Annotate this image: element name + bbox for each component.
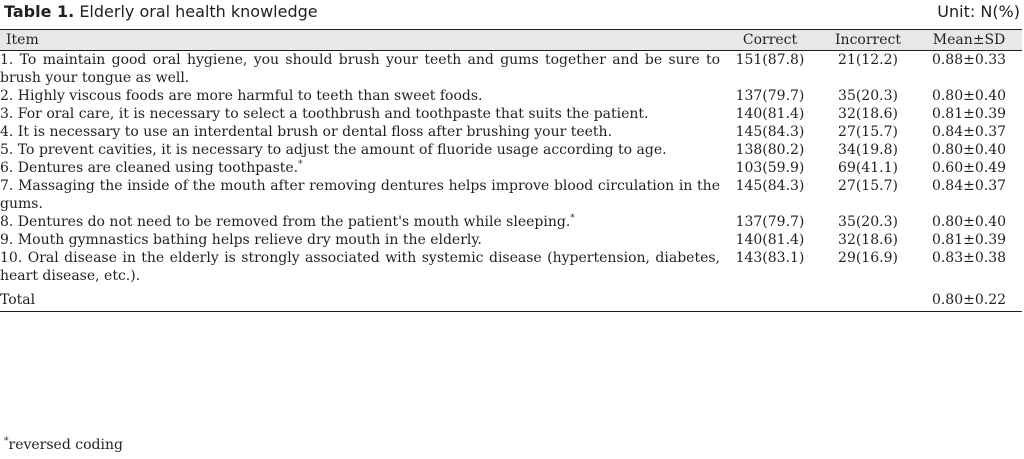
table-body bbox=[0, 51, 1022, 312]
item-cell bbox=[0, 177, 720, 213]
item-text: 10. Oral disease in the elderly is strongly associated with systemic disease (hypertension, diabetes, heart disease, etc.). bbox=[0, 250, 720, 284]
incorrect-cell: 27(15.7) bbox=[838, 178, 898, 194]
correct-cell: 143(83.1) bbox=[735, 250, 805, 266]
correct-cell: 145(84.3) bbox=[735, 124, 805, 140]
item-text: 1. To maintain good oral hygiene, you should brush your teeth and gums together and be sure to brush your tongue as well. bbox=[0, 52, 720, 86]
item-text: 9. Mouth gymnastics bathing helps relieve dry mouth in the elderly. bbox=[0, 232, 482, 248]
correct-cell: 103(59.9) bbox=[735, 160, 805, 176]
footnote-text: reversed coding bbox=[8, 437, 123, 453]
incorrect-cell: 34(19.8) bbox=[838, 142, 898, 158]
incorrect-cell: 32(18.6) bbox=[838, 106, 898, 122]
item-text: 6. Dentures are cleaned using toothpaste. bbox=[0, 160, 299, 176]
total-incorrect bbox=[820, 285, 916, 312]
correct-cell: 137(79.7) bbox=[735, 88, 805, 104]
total-mean: 0.80±0.22 bbox=[931, 292, 1007, 308]
table-caption bbox=[4, 0, 1020, 24]
mean-cell: 0.81±0.39 bbox=[931, 106, 1007, 122]
table-row bbox=[0, 231, 1022, 249]
table-label: Table 1. bbox=[4, 2, 75, 21]
item-cell bbox=[0, 213, 720, 231]
item-cell bbox=[0, 105, 720, 123]
header-correct: Correct bbox=[720, 30, 820, 51]
total-correct bbox=[720, 285, 820, 312]
total-label: Total bbox=[0, 292, 36, 308]
table-row bbox=[0, 105, 1022, 123]
item-text: 3. For oral care, it is necessary to select a toothbrush and toothpaste that suits the patient. bbox=[0, 106, 649, 122]
mean-cell: 0.80±0.40 bbox=[931, 88, 1007, 104]
table-row bbox=[0, 123, 1022, 141]
mean-cell: 0.80±0.40 bbox=[931, 142, 1007, 158]
item-cell bbox=[0, 123, 720, 141]
correct-cell: 138(80.2) bbox=[735, 142, 805, 158]
table-row bbox=[0, 87, 1022, 105]
table-row bbox=[0, 159, 1022, 177]
reversed-coding-mark: * bbox=[298, 159, 303, 170]
item-text: 8. Dentures do not need to be removed from the patient's mouth while sleeping. bbox=[0, 214, 571, 230]
item-cell bbox=[0, 231, 720, 249]
mean-cell: 0.84±0.37 bbox=[931, 178, 1007, 194]
reversed-coding-mark: * bbox=[570, 213, 575, 224]
mean-cell: 0.60±0.49 bbox=[931, 160, 1007, 176]
table-row bbox=[0, 177, 1022, 213]
table-row bbox=[0, 213, 1022, 231]
item-text: 2. Highly viscous foods are more harmful to teeth than sweet foods. bbox=[0, 88, 483, 104]
footnote-mark: * bbox=[4, 436, 9, 447]
incorrect-cell: 32(18.6) bbox=[838, 232, 898, 248]
correct-cell: 137(79.7) bbox=[735, 214, 805, 230]
item-text: 5. To prevent cavities, it is necessary to adjust the amount of fluoride usage according to age. bbox=[0, 142, 667, 158]
table-row bbox=[0, 249, 1022, 285]
header-mean: Mean±SD bbox=[916, 30, 1022, 51]
mean-cell: 0.83±0.38 bbox=[931, 250, 1007, 266]
correct-cell: 140(81.4) bbox=[735, 232, 805, 248]
table-row bbox=[0, 141, 1022, 159]
mean-cell: 0.88±0.33 bbox=[931, 52, 1007, 68]
item-cell bbox=[0, 87, 720, 105]
item-cell bbox=[0, 141, 720, 159]
incorrect-cell: 27(15.7) bbox=[838, 124, 898, 140]
header-row bbox=[0, 30, 1022, 51]
item-cell bbox=[0, 159, 720, 177]
header-item: Item bbox=[0, 30, 720, 51]
footnote bbox=[4, 434, 123, 456]
correct-cell: 140(81.4) bbox=[735, 106, 805, 122]
item-text: 7. Massaging the inside of the mouth after removing dentures helps improve blood circulation in the gums. bbox=[0, 178, 720, 212]
unit-label: Unit: N(%) bbox=[937, 2, 1020, 21]
table-row bbox=[0, 51, 1022, 88]
incorrect-cell: 29(16.9) bbox=[838, 250, 898, 266]
item-text: 4. It is necessary to use an interdental brush or dental floss after brushing your teeth. bbox=[0, 124, 613, 140]
table-title: Elderly oral health knowledge bbox=[79, 2, 318, 21]
mean-cell: 0.84±0.37 bbox=[931, 124, 1007, 140]
incorrect-cell: 69(41.1) bbox=[838, 160, 898, 176]
item-cell bbox=[0, 249, 720, 285]
total-row bbox=[0, 285, 1022, 312]
incorrect-cell: 35(20.3) bbox=[838, 214, 898, 230]
mean-cell: 0.80±0.40 bbox=[931, 214, 1007, 230]
correct-cell: 151(87.8) bbox=[735, 52, 805, 68]
header-incorrect: Incorrect bbox=[820, 30, 916, 51]
knowledge-table bbox=[0, 29, 1022, 312]
incorrect-cell: 21(12.2) bbox=[838, 52, 898, 68]
item-cell bbox=[0, 51, 720, 88]
incorrect-cell: 35(20.3) bbox=[838, 88, 898, 104]
correct-cell: 145(84.3) bbox=[735, 178, 805, 194]
mean-cell: 0.81±0.39 bbox=[931, 232, 1007, 248]
